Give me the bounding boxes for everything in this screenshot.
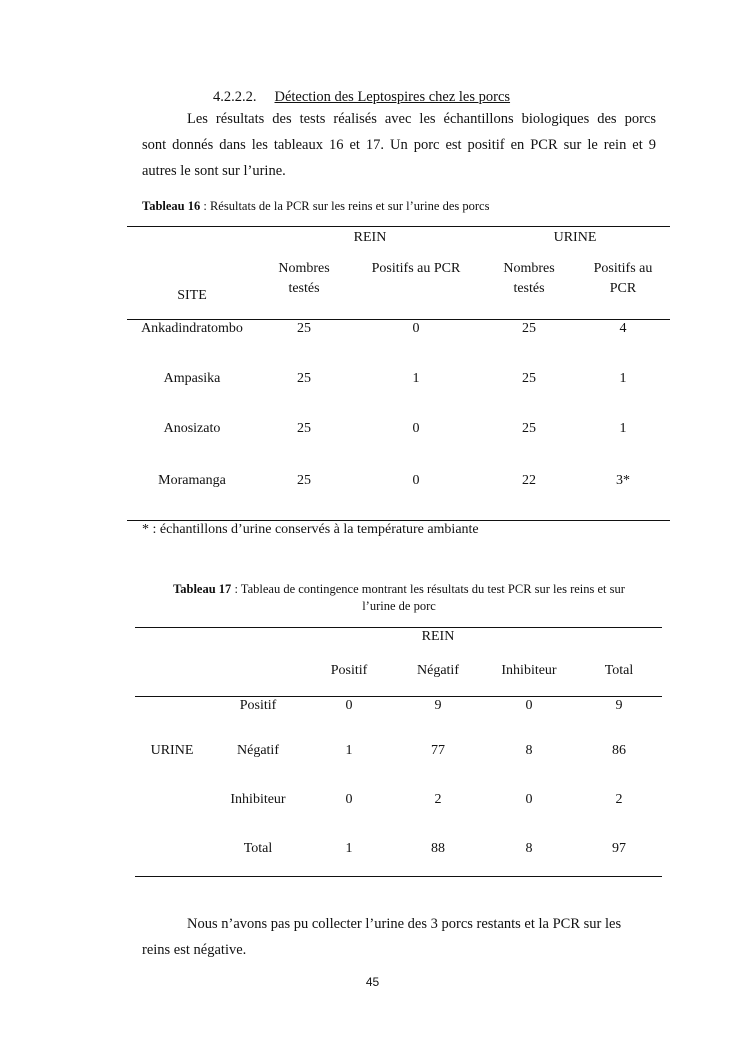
table17-col-positif: Positif bbox=[330, 663, 368, 678]
table16-group-urine: URINE bbox=[553, 230, 597, 245]
closing-line-2: reins est négative. bbox=[142, 942, 247, 958]
page-number: 45 bbox=[365, 975, 380, 989]
table17-row-label: Positif bbox=[239, 698, 277, 713]
closing-line-1: Nous n’avons pas pu collecter l’urine des 3 porcs restants et la PCR sur les bbox=[187, 916, 622, 932]
table17-cell: 8 bbox=[525, 841, 533, 856]
table17-cell: 0 bbox=[345, 698, 353, 713]
table16-rein-positive: 0 bbox=[412, 421, 420, 436]
table17-col-inhibiteur: Inhibiteur bbox=[501, 663, 557, 678]
table16-top-rule bbox=[127, 226, 670, 227]
table17-caption bbox=[140, 581, 658, 615]
section-title: Détection des Leptospires chez les porcs bbox=[274, 89, 511, 105]
table17-caption-text: : Tableau de contingence montrant les résultats du test PCR sur les reins et sur bbox=[231, 582, 625, 596]
intro-line-2: sont donnés dans les tableaux 16 et 17. Un porc est positif en PCR sur le rein et 9 bbox=[142, 137, 656, 153]
table16-urine-tested: 25 bbox=[522, 321, 536, 336]
table16-group-rein: REIN bbox=[353, 230, 387, 245]
table16-rein-tested: 25 bbox=[297, 421, 311, 436]
intro-paragraph bbox=[142, 106, 656, 184]
table17-cell: 0 bbox=[345, 792, 353, 807]
intro-line-3: autres le sont sur l’urine. bbox=[142, 163, 286, 179]
table16-site: Ankadindratombo bbox=[141, 321, 243, 336]
table17-cell: 8 bbox=[525, 743, 533, 758]
table17-cell: 88 bbox=[431, 841, 445, 856]
table16-col-rein-positive: Positifs au PCR bbox=[371, 261, 461, 276]
table17-cell: 1 bbox=[345, 841, 353, 856]
table16-rein-positive: 1 bbox=[412, 371, 420, 386]
table17-cell: 2 bbox=[434, 792, 442, 807]
table17-caption-label: Tableau 17 bbox=[173, 582, 232, 596]
table16-urine-positive: 1 bbox=[619, 421, 627, 436]
table16-caption bbox=[142, 199, 489, 214]
table16-rein-tested: 25 bbox=[297, 473, 311, 488]
table17-row-label: Inhibiteur bbox=[230, 792, 286, 807]
table17-cell: 9 bbox=[434, 698, 442, 713]
table16-caption-text: : Résultats de la PCR sur les reins et sur l’urine des porcs bbox=[200, 199, 490, 213]
section-heading bbox=[213, 89, 510, 106]
table16-site: Moramanga bbox=[158, 473, 226, 488]
table16-urine-positive: 3* bbox=[616, 473, 630, 488]
table16-urine-tested: 22 bbox=[522, 473, 536, 488]
table16-col-urine-positive: Positifs au PCR bbox=[593, 261, 653, 296]
table16-rein-positive: 0 bbox=[412, 473, 420, 488]
table17-row-label: Total bbox=[243, 841, 273, 856]
table17-cell: 86 bbox=[612, 743, 626, 758]
table16-rein-positive: 0 bbox=[412, 321, 420, 336]
intro-line-1: Les résultats des tests réalisés avec les échantillons biologiques des porcs bbox=[187, 111, 656, 127]
table16-urine-tested: 25 bbox=[522, 371, 536, 386]
table17-cell: 77 bbox=[431, 743, 445, 758]
table16-rein-tested: 25 bbox=[297, 321, 311, 336]
table17-row-label: Négatif bbox=[237, 743, 279, 758]
table16-col-site: SITE bbox=[177, 288, 207, 303]
table16-footnote: * : échantillons d’urine conservés à la température ambiante bbox=[142, 522, 479, 537]
table16-col-rein-tested: Nombres testés bbox=[278, 261, 330, 296]
table16-caption-label: Tableau 16 bbox=[142, 199, 201, 213]
table16-urine-tested: 25 bbox=[522, 421, 536, 436]
table17-cell: 0 bbox=[525, 698, 533, 713]
table17-cell: 97 bbox=[612, 841, 626, 856]
table17-col-total: Total bbox=[604, 663, 634, 678]
table17-cell: 1 bbox=[345, 743, 353, 758]
table16-site: Ampasika bbox=[163, 371, 221, 386]
section-number: 4.2.2.2. bbox=[213, 89, 257, 105]
table17-cell: 9 bbox=[615, 698, 623, 713]
closing-paragraph bbox=[142, 911, 662, 963]
table16-urine-positive: 4 bbox=[619, 321, 627, 336]
table16-bottom-rule bbox=[127, 520, 670, 521]
table16-urine-positive: 1 bbox=[619, 371, 627, 386]
table17-group-rein: REIN bbox=[421, 629, 455, 644]
table16-col-urine-tested: Nombres testés bbox=[503, 261, 555, 296]
table17-cell: 0 bbox=[525, 792, 533, 807]
table17-cell: 2 bbox=[615, 792, 623, 807]
table16-site: Anosizato bbox=[163, 421, 221, 436]
table17-row-group-urine: URINE bbox=[150, 743, 194, 758]
table16-rein-tested: 25 bbox=[297, 371, 311, 386]
table17-bottom-rule bbox=[135, 876, 662, 877]
table17-col-negatif: Négatif bbox=[417, 663, 459, 678]
table17-caption-text-2: l’urine de porc bbox=[362, 599, 436, 613]
